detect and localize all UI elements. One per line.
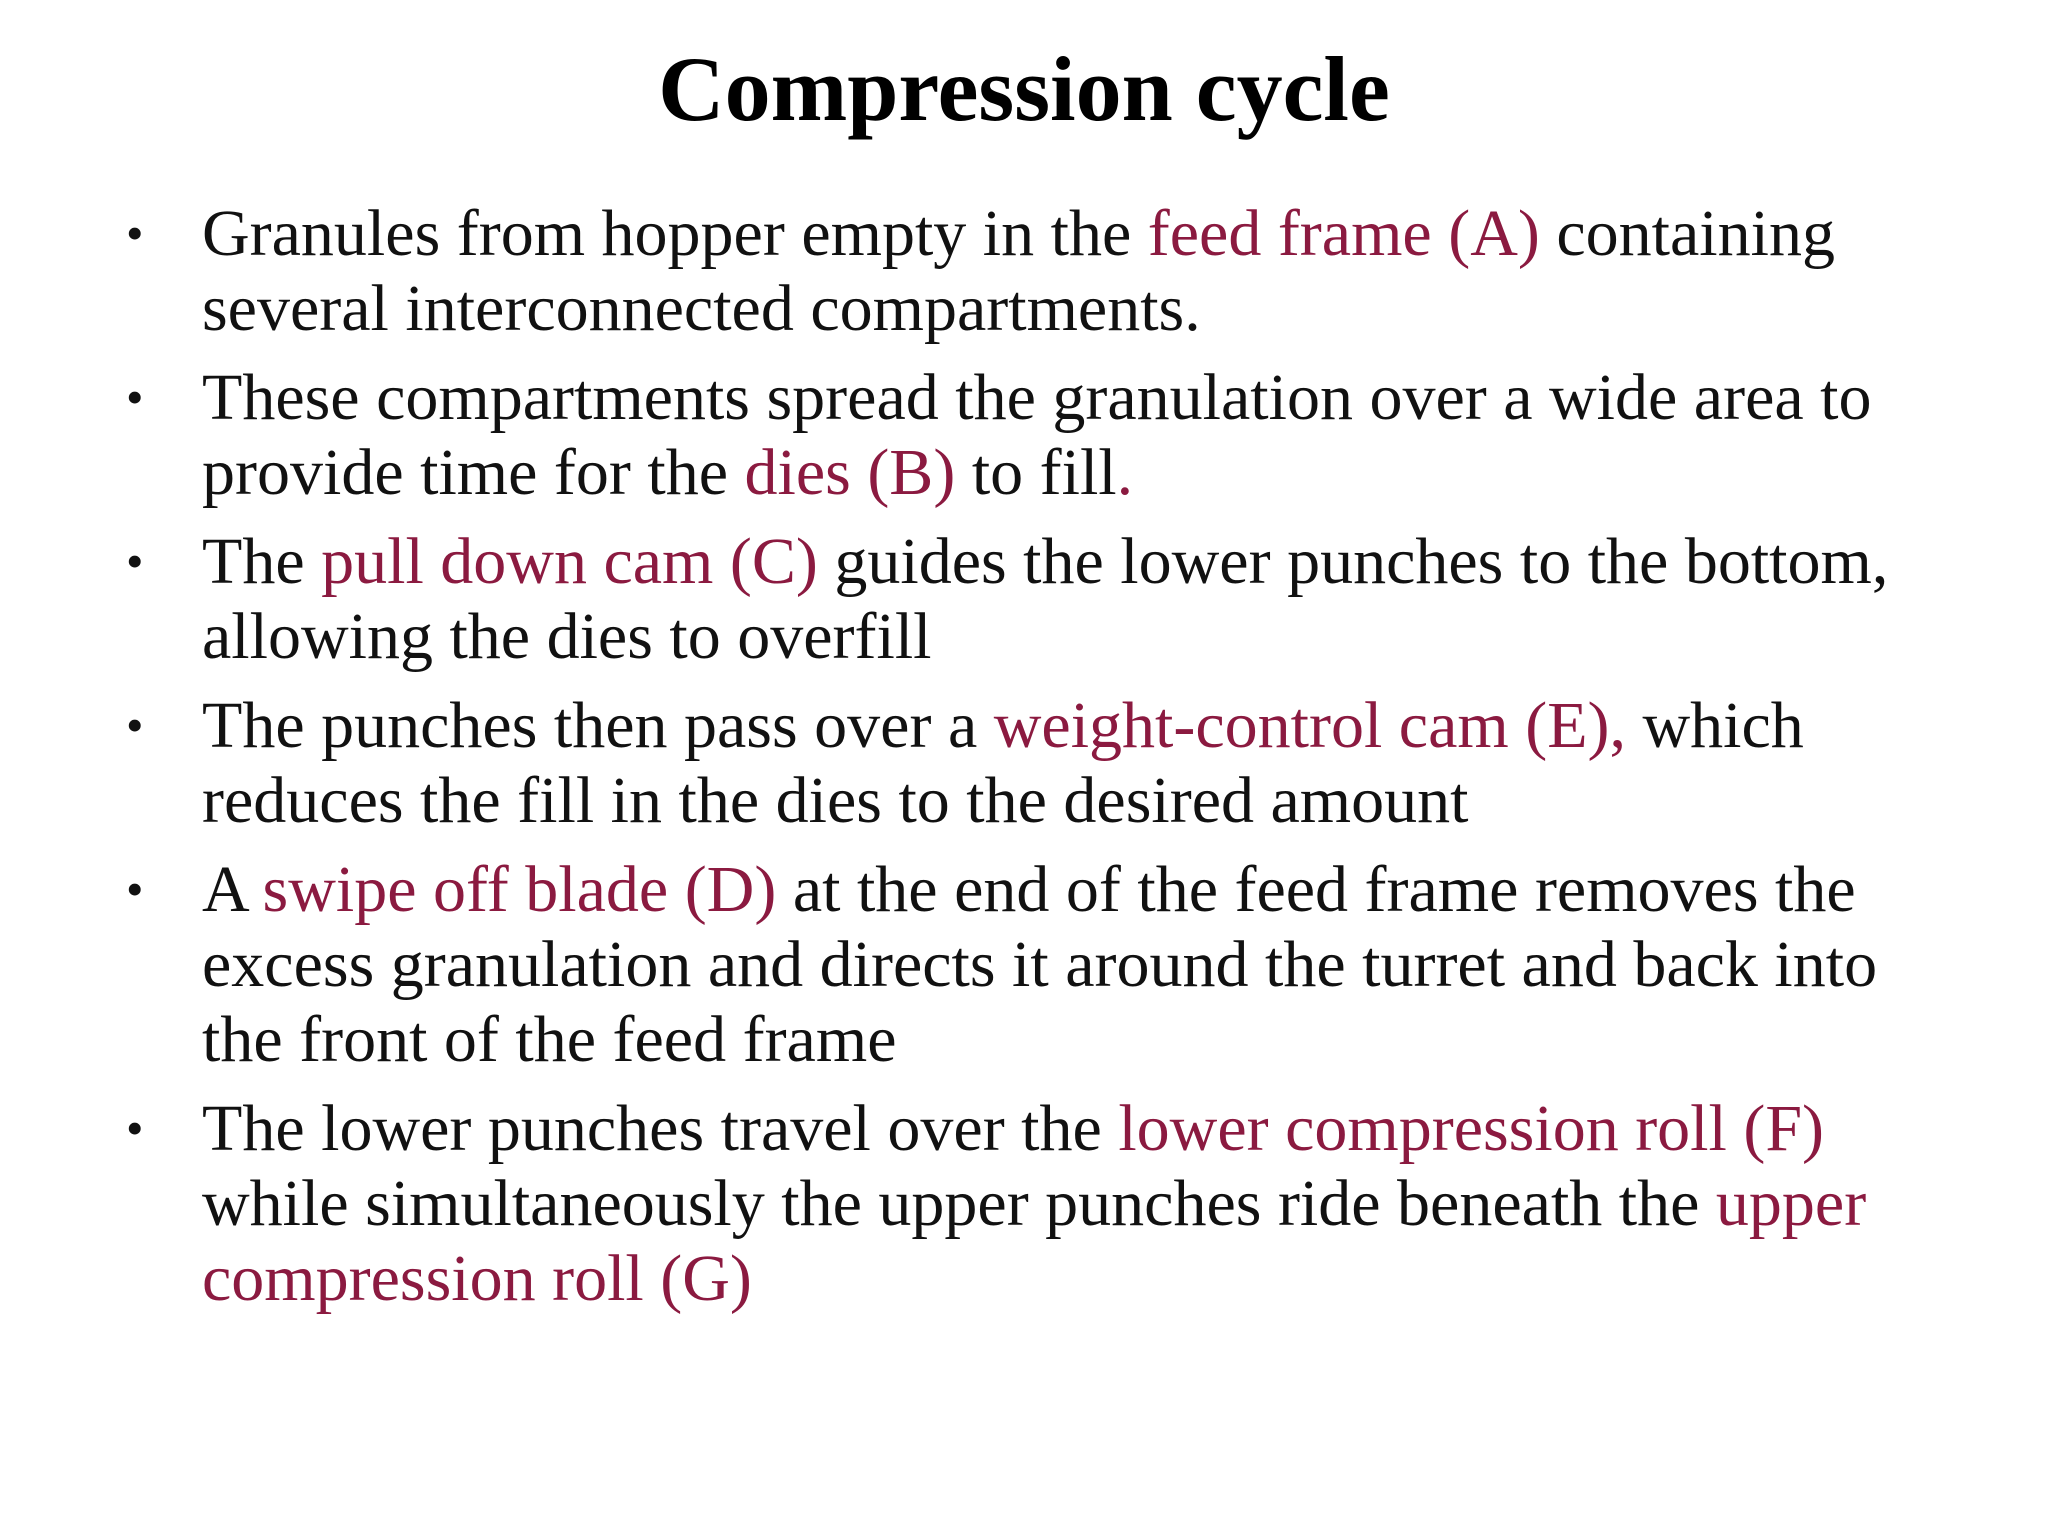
highlight-term: feed frame (A) — [1147, 197, 1540, 270]
slide-title: Compression cycle — [658, 38, 1390, 140]
bullet-dot-icon: • — [126, 369, 144, 425]
bullet-text: These compartments spread the granulation over a wide area to provide time for the — [202, 361, 1872, 509]
bullet-text: The punches then pass over a — [202, 689, 994, 762]
bullet-item-pull-down-cam — [118, 524, 1958, 674]
bullet-item-weight-control-cam — [118, 688, 1958, 838]
highlight-term: pull down cam (C) — [321, 525, 818, 598]
highlight-term: upper compression roll (G) — [202, 1167, 1867, 1315]
bullet-dot-icon: • — [126, 533, 144, 589]
bullet-item-dies — [118, 360, 1958, 510]
highlight-term: lower compression roll (F) — [1118, 1092, 1825, 1165]
highlight-term: swipe off blade (D) — [262, 853, 777, 926]
bullet-text: Granules from hopper empty in the — [202, 197, 1148, 270]
bullet-text: which reduces the fill in the dies to the desired amount — [202, 689, 1804, 837]
bullet-text: guides the lower punches to the bottom, allowing the dies to overfill — [202, 525, 1889, 673]
bullet-dot-icon: • — [126, 1100, 144, 1156]
bullet-list — [118, 196, 1958, 1330]
bullet-text: at the end of the feed frame removes the excess granulation and directs it around the turret and back into the front of the feed frame — [202, 853, 1878, 1076]
bullet-text: while simultaneously the upper punches ride beneath the — [202, 1167, 1716, 1240]
bullet-text: The lower punches travel over the — [202, 1092, 1119, 1165]
bullet-dot-icon: • — [126, 697, 144, 753]
bullet-item-feed-frame — [118, 196, 1958, 346]
bullet-item-compression-rolls — [118, 1091, 1958, 1316]
bullet-text: containing several interconnected compartments. — [202, 197, 1835, 345]
bullet-text: A — [202, 853, 263, 926]
bullet-text: The — [202, 525, 322, 598]
highlight-period: . — [1116, 436, 1134, 509]
bullet-text: to fill — [955, 436, 1117, 509]
bullet-dot-icon: • — [126, 861, 144, 917]
bullet-dot-icon: • — [126, 205, 144, 261]
highlight-term: dies (B) — [744, 436, 956, 509]
highlight-term: weight-control cam (E), — [993, 689, 1627, 762]
bullet-item-swipe-off-blade — [118, 852, 1958, 1077]
